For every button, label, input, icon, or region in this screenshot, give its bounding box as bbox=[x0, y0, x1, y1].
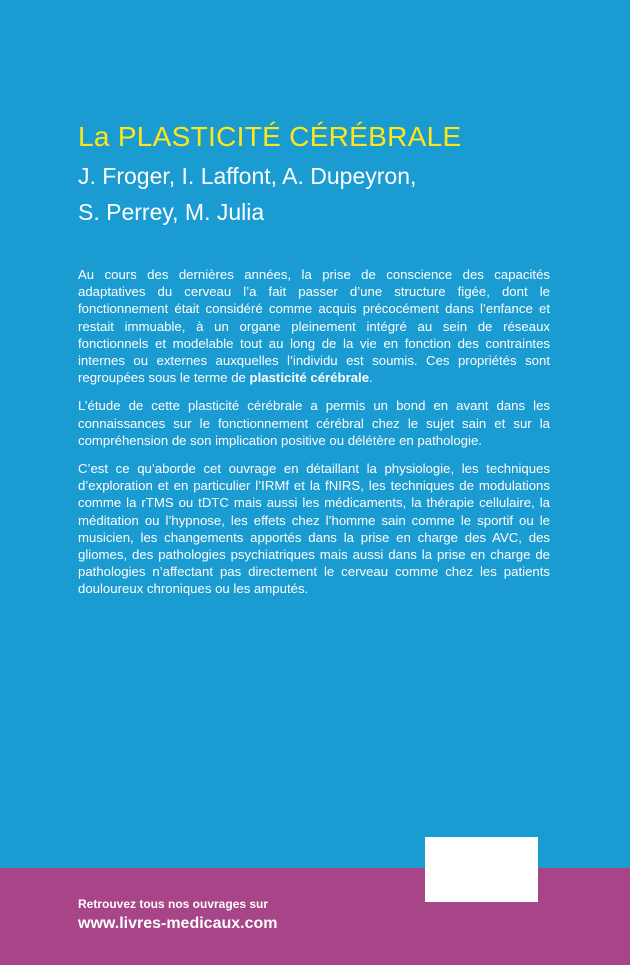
summary-keyword: plasticité cérébrale bbox=[249, 370, 370, 386]
footer-text: Retrouvez tous nos ouvrages sur bbox=[78, 897, 269, 911]
book-title bbox=[78, 120, 461, 154]
summary-paragraph-1-text: Au cours des dernières années, la prise de conscience des capacités adaptatives du cerveau l’a fait passer d’une structure figée, dont le fonctionnement était considéré comme acquis précocément dans l’enfance et restait immuable, à un organe pleinement intégré au sein de réseaux fonctionnels et modelable tout au long de la vie en fonction des contraintes internes ou externes auxquelles l’individu est soumis. Ces propriétés sont regroupées sous le terme de bbox=[78, 267, 550, 386]
summary-paragraph-3: C’est ce qu’aborde cet ouvrage en détaillant la physiologie, les techniques d’exploration et en particulier l’IRMf et la fNIRS, les techniques de modulations comme la rTMS ou tDTC mais aussi les médicaments, la thérapie cellulaire, la méditation ou l’hypnose, les effets chez l’homme sain comme le sportif ou le musicien, les changements apportés dans la prise en charge des AVC, des gliomes, des pathologies psychiatriques mais aussi dans la prise en charge de pathologies n’affectant pas directement le cerveau comme chez les patients douloureux chroniques ou les amputés. bbox=[78, 461, 550, 597]
title-main: PLASTICITÉ CÉRÉBRALE bbox=[117, 121, 462, 152]
title-prefix: La bbox=[78, 121, 118, 152]
summary-paragraph-2: L’étude de cette plasticité cérébrale a permis un bond en avant dans les connaissances sur le fonctionnement cérébral chez le sujet sain et sur la compréhension de son implication positive ou délétère en pathologie. bbox=[78, 398, 550, 448]
authors bbox=[78, 158, 416, 230]
barcode-area bbox=[425, 837, 538, 902]
authors-line-1: J. Froger, I. Laffont, A. Dupeyron, bbox=[78, 163, 417, 189]
summary bbox=[78, 266, 550, 609]
website-link[interactable]: www.livres-medicaux.com bbox=[78, 915, 278, 932]
summary-paragraph-1-end: . bbox=[369, 370, 373, 386]
authors-line-2: S. Perrey, M. Julia bbox=[78, 199, 265, 225]
summary-paragraph-1 bbox=[78, 266, 550, 386]
